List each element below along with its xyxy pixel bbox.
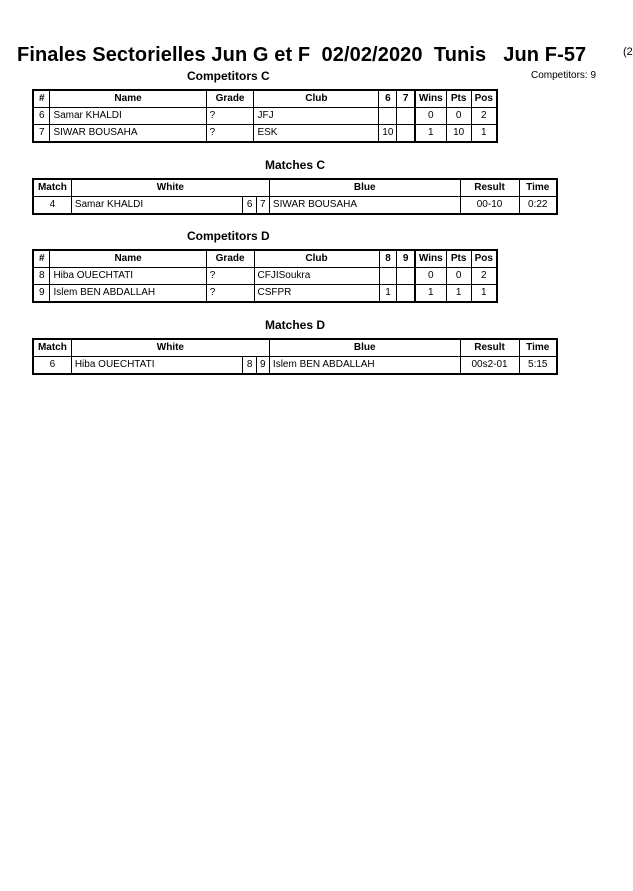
cell-grade: ? <box>206 108 254 125</box>
col-time: Time <box>519 179 557 197</box>
table-row <box>33 357 557 375</box>
cell-pos: 2 <box>471 108 497 125</box>
matches-c-title: Matches C <box>265 158 326 172</box>
cell-wins: 1 <box>415 285 446 303</box>
cell-num: 7 <box>33 125 50 143</box>
col-time: Time <box>519 339 557 357</box>
table-row <box>33 268 497 285</box>
col-pts: Pts <box>446 90 471 108</box>
cell-white: Samar KHALDI <box>71 197 243 215</box>
competitors-c-table <box>32 89 498 143</box>
page-title: Finales Sectorielles Jun G et F 02/02/2020 Tunis Jun F-57 <box>17 44 587 66</box>
cell-name: Islem BEN ABDALLAH <box>50 285 206 303</box>
col-pos: Pos <box>471 250 497 268</box>
table-header-row <box>33 339 557 357</box>
cell-match: 4 <box>33 197 71 215</box>
cell-score-2 <box>397 285 415 303</box>
cell-pos: 1 <box>471 125 497 143</box>
cell-club: JFJ <box>254 108 379 125</box>
col-num: # <box>33 250 50 268</box>
cell-wins: 0 <box>415 268 446 285</box>
cell-pos: 1 <box>471 285 497 303</box>
cell-time: 0:22 <box>519 197 557 215</box>
cell-result: 00-10 <box>460 197 519 215</box>
col-wins: Wins <box>415 90 446 108</box>
table-row <box>33 197 557 215</box>
cell-num: 8 <box>33 268 50 285</box>
col-pos: Pos <box>471 90 497 108</box>
cell-white-num: 8 <box>243 357 256 375</box>
table-header-row <box>33 90 497 108</box>
cell-score-2 <box>397 268 415 285</box>
cell-num: 6 <box>33 108 50 125</box>
col-score-1: 8 <box>379 250 397 268</box>
cell-pts: 1 <box>446 285 471 303</box>
col-grade: Grade <box>206 90 254 108</box>
col-blue: Blue <box>269 179 460 197</box>
cell-blue: Islem BEN ABDALLAH <box>269 357 460 375</box>
table-row <box>33 108 497 125</box>
cell-match: 6 <box>33 357 71 375</box>
col-match: Match <box>33 179 71 197</box>
col-result: Result <box>460 339 519 357</box>
competitors-count: Competitors: 9 <box>531 70 597 81</box>
col-result: Result <box>460 179 519 197</box>
cell-wins: 0 <box>415 108 446 125</box>
cell-name: Hiba OUECHTATI <box>50 268 206 285</box>
cell-name: Samar KHALDI <box>50 108 206 125</box>
cell-club: CFJISoukra <box>254 268 379 285</box>
cell-result: 00s2-01 <box>460 357 519 375</box>
table-header-row <box>33 250 497 268</box>
cell-pts: 0 <box>446 268 471 285</box>
cell-pos: 2 <box>471 268 497 285</box>
col-name: Name <box>50 250 206 268</box>
cell-grade: ? <box>206 285 254 303</box>
col-num: # <box>33 90 50 108</box>
cell-grade: ? <box>206 125 254 143</box>
col-white: White <box>71 339 269 357</box>
cell-time: 5:15 <box>519 357 557 375</box>
cell-score-2 <box>397 125 415 143</box>
title-suffix: (2 <box>623 46 633 58</box>
cell-club: CSFPR <box>254 285 379 303</box>
col-wins: Wins <box>415 250 446 268</box>
col-score-2: 9 <box>397 250 415 268</box>
competitors-c-title: Competitors C <box>187 69 270 83</box>
col-score-2: 7 <box>397 90 415 108</box>
cell-pts: 0 <box>446 108 471 125</box>
cell-white: Hiba OUECHTATI <box>71 357 243 375</box>
table-row <box>33 285 497 303</box>
cell-score-1 <box>379 108 397 125</box>
cell-name: SIWAR BOUSAHA <box>50 125 206 143</box>
cell-blue-num: 9 <box>256 357 269 375</box>
col-score-1: 6 <box>379 90 397 108</box>
matches-d-table <box>32 338 558 375</box>
cell-num: 9 <box>33 285 50 303</box>
table-header-row <box>33 179 557 197</box>
col-white: White <box>71 179 269 197</box>
col-blue: Blue <box>269 339 460 357</box>
matches-d-title: Matches D <box>265 318 326 332</box>
col-match: Match <box>33 339 71 357</box>
cell-score-1: 1 <box>379 285 397 303</box>
col-name: Name <box>50 90 206 108</box>
cell-club: ESK <box>254 125 379 143</box>
col-pts: Pts <box>446 250 471 268</box>
cell-wins: 1 <box>415 125 446 143</box>
matches-c-table <box>32 178 558 215</box>
col-club: Club <box>254 250 379 268</box>
cell-blue-num: 7 <box>256 197 269 215</box>
col-grade: Grade <box>206 250 254 268</box>
competitors-d-table <box>32 249 498 303</box>
table-row <box>33 125 497 143</box>
cell-pts: 10 <box>446 125 471 143</box>
cell-score-2 <box>397 108 415 125</box>
cell-blue: SIWAR BOUSAHA <box>269 197 460 215</box>
col-club: Club <box>254 90 379 108</box>
cell-grade: ? <box>206 268 254 285</box>
cell-score-1: 10 <box>379 125 397 143</box>
cell-score-1 <box>379 268 397 285</box>
cell-white-num: 6 <box>243 197 256 215</box>
competitors-d-title: Competitors D <box>187 229 270 243</box>
